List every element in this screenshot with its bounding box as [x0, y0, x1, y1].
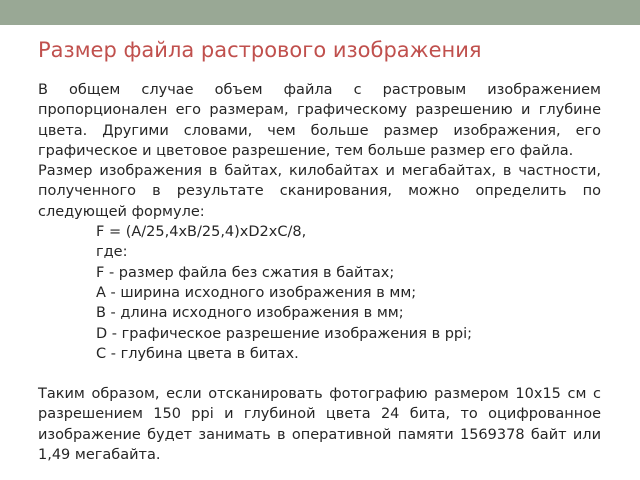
- spacer: [38, 364, 601, 384]
- paragraph-intro: В общем случае объем файла с растровым изображением пропорционален его размерам, графическому разрешению и глубине цвета. Другими словами, чем больше размер изображения, его графическое и цветовое разрешение, тем больше размер его файла.: [38, 82, 601, 159]
- definition-item: D - графическое разрешение изображения в ppi;: [96, 325, 473, 342]
- definition-item: В - длина исходного изображения в мм;: [96, 305, 404, 322]
- paragraph-formula-intro: Размер изображения в байтах, килобайтах и мегабайтах, в частности, полученного в результате сканирования, можно определить по следующей формуле:: [38, 163, 601, 220]
- definition-item: F - размер файла без сжатия в байтах;: [96, 264, 395, 281]
- top-accent-bar: [0, 0, 640, 25]
- slide-body: [38, 80, 601, 465]
- definition-item: А - ширина исходного изображения в мм;: [96, 284, 417, 301]
- formula: F = (A/25,4xB/25,4)xD2xC/8,: [96, 224, 307, 241]
- formula-where: где:: [96, 244, 128, 261]
- paragraph-example: Таким образом, если отсканировать фотографию размером 10x15 см с разрешением 150 ppi и глубиной цвета 24 бита, то оцифрованное изображение будет занимать в оперативной памяти 1569378 байт или 1,49 мегабайта.: [38, 386, 601, 464]
- definition-item: С - глубина цвета в битах.: [96, 345, 299, 362]
- slide-title: Размер файла растрового изображения: [38, 38, 482, 62]
